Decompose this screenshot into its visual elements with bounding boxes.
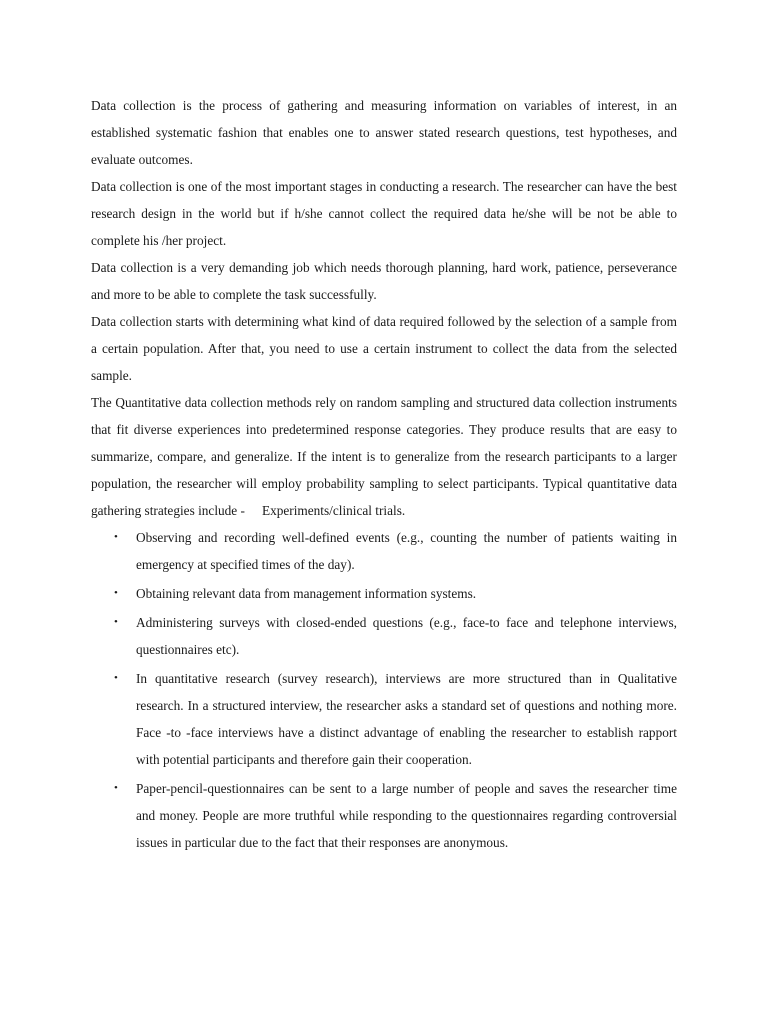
paragraph-importance: Data collection is one of the most important stages in conducting a research. The researcher can have the best research design in the world but if h/she cannot collect the required data he/she will be not be able to complete his /her project. — [91, 179, 677, 248]
list-item — [91, 524, 677, 578]
paragraph-demanding-job: Data collection is a very demanding job which needs thorough planning, hard work, patience, perseverance and more to be able to complete the task successfully. — [91, 260, 677, 302]
bullet-icon: • — [114, 531, 118, 543]
list-item-text: Obtaining relevant data from management information systems. — [136, 586, 477, 601]
bullet-icon: • — [114, 616, 118, 628]
list-item-text: In quantitative research (survey research), interviews are more structured than in Qualitative research. In a structured interview, the researcher asks a standard set of questions and nothing more. Face -to -face interviews have a distinct advantage of enabling the researcher to establish rapport with potential participants and therefore gain their cooperation. — [136, 671, 677, 767]
paragraph-definition: Data collection is the process of gathering and measuring information on variables of interest, in an established systematic fashion that enables one to answer stated research questions, test hypotheses, and evaluate outcomes. — [91, 98, 677, 167]
paragraph-process: Data collection starts with determining what kind of data required followed by the selection of a sample from a certain population. After that, you need to use a certain instrument to collect the data from the selected sample. — [91, 314, 677, 383]
list-item-text: Observing and recording well-defined events (e.g., counting the number of patients waiting in emergency at specified times of the day). — [136, 530, 677, 572]
bullet-icon: • — [114, 587, 118, 599]
list-item — [91, 580, 677, 607]
list-item — [91, 775, 677, 856]
paragraph-quantitative-methods: The Quantitative data collection methods rely on random sampling and structured data collection instruments that fit diverse experiences into predetermined response categories. They produce results that are easy to summarize, compare, and generalize. If the intent is to generalize from the research participants to a larger population, the researcher will employ probability sampling to select participants. Typical quantitative data gathering strategies include - Experiments/clinical trials. — [91, 395, 677, 518]
bullet-icon: • — [114, 782, 118, 794]
list-item-text: Administering surveys with closed-ended questions (e.g., face-to face and telephone interviews, questionnaires etc). — [136, 615, 677, 657]
bullet-icon: • — [114, 672, 118, 684]
list-item-text: Paper-pencil-questionnaires can be sent to a large number of people and saves the researcher time and money. People are more truthful while responding to the questionnaires regarding controversial issues in particular due to the fact that their responses are anonymous. — [136, 781, 677, 850]
list-item — [91, 665, 677, 773]
strategies-bullet-list — [91, 524, 677, 856]
list-item — [91, 609, 677, 663]
